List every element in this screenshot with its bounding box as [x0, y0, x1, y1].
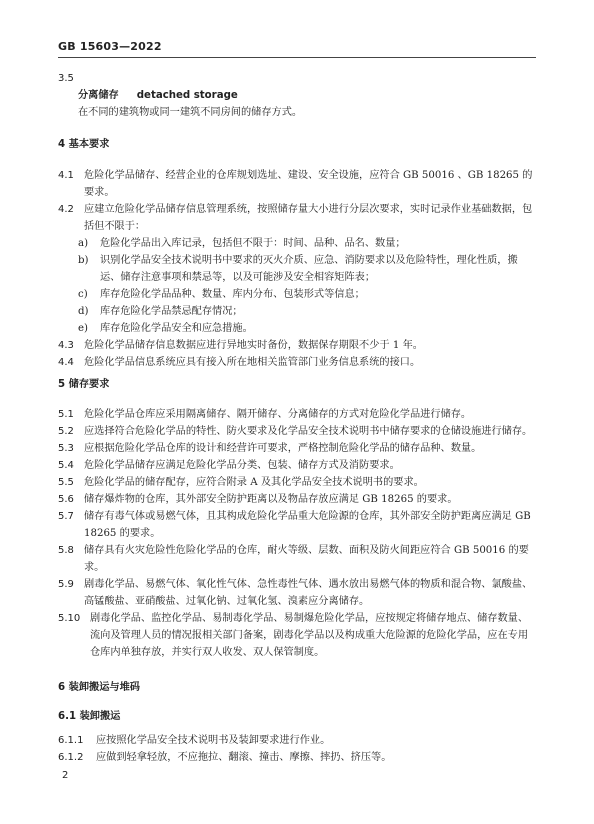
section-4-heading [58, 136, 536, 153]
list-text: 识别化学品安全技术说明书中要求的灭火介质、应急、消防要求以及危险特性，理化性质，搬运、储存注意事项和禁忌等，以及可能涉及安全相容矩阵表； [100, 255, 518, 283]
clause-text: 剧毒化学品、监控化学品、易制毒化学品、易制爆危险化学品，应按规定将储存地点、储存数量、流向及管理人员的情况报相关部门备案，剧毒化学品以及构成重大危险源的危险化学品，应在专用仓库内单独存放，并实行双人收发、双人保管制度。 [90, 613, 529, 658]
clause-text: 应建立危险化学品储存信息管理系统，按照储存量大小进行分层次要求，实时记录作业基础数据，包括但不限于： [84, 204, 533, 232]
list-marker: e) [78, 323, 89, 334]
list-item [78, 252, 536, 286]
subsection-title: 6.1 装卸搬运 [58, 711, 121, 722]
clause-text: 储存爆炸物的仓库，其外部安全防护距离以及物品存放应满足 GB 18265 的要求。 [84, 494, 458, 505]
clause-number: 5.10 [58, 613, 81, 624]
section-6-1-heading [58, 708, 536, 725]
clause [58, 576, 536, 610]
clause-number: 5.9 [58, 579, 74, 590]
section-title: 5 储存要求 [58, 379, 110, 390]
term-entry [58, 70, 536, 121]
section-4-body [58, 167, 536, 371]
section-5-heading [58, 376, 536, 393]
clause-text: 储存有毒气体或易燃气体，且其构成危险化学品重大危险源的仓库，其外部安全防护距离应满足 GB 18265 的要求。 [84, 511, 531, 539]
list-marker: b) [78, 255, 89, 266]
clause-text: 危险化学品储存应满足危险化学品分类、包装、储存方式及消防要求。 [84, 460, 400, 471]
list-marker: a) [78, 238, 89, 249]
list-text: 库存危险化学品品种、数量、库内分布、包装形式等信息； [100, 289, 365, 300]
clause-text: 危险化学品储存信息数据应进行异地实时备份，数据保存期限不少于 1 年。 [84, 340, 423, 351]
term-definition: 在不同的建筑物或同一建筑不同房间的储存方式。 [78, 107, 303, 118]
clause-text: 应选择符合危险化学品的特性、防火要求及化学品安全技术说明书中储存要求的仓储设施进行储存。 [84, 426, 533, 437]
page-number: 2 [62, 770, 69, 781]
list-item [78, 320, 536, 337]
clause-text: 危险化学品储存、经营企业的仓库规划选址、建设、安全设施，应符合 GB 50016 、GB 18265 的要求。 [84, 170, 533, 198]
clause-number: 5.8 [58, 545, 74, 556]
clause-number: 6.1.1 [58, 735, 84, 746]
section-5-body [58, 406, 536, 661]
clause-number: 5.7 [58, 511, 74, 522]
clause-number: 5.2 [58, 426, 74, 437]
clause [58, 508, 536, 542]
clause [58, 542, 536, 576]
list-item [78, 303, 536, 320]
clause [58, 406, 536, 423]
clause-text: 应根据危险化学品仓库的设计和经营许可要求，严格控制危险化学品的储存品种、数量。 [84, 443, 482, 454]
term-number: 3.5 [58, 73, 74, 84]
term-name-en: detached storage [136, 90, 238, 101]
clause [58, 610, 536, 661]
section-title: 6 装卸搬运与堆码 [58, 682, 140, 693]
clause-text: 应按照化学品安全技术说明书及装卸要求进行作业。 [96, 735, 331, 746]
list-marker: c) [78, 289, 88, 300]
clause [58, 474, 536, 491]
clause-text: 危险化学品仓库应采用隔离储存、隔开储存、分离储存的方式对危险化学品进行储存。 [84, 409, 472, 420]
clause-number: 5.4 [58, 460, 74, 471]
clause [58, 732, 536, 749]
clause-number: 4.3 [58, 340, 74, 351]
section-6-body [58, 732, 536, 766]
term-name-cn: 分离储存 [78, 90, 119, 101]
clause-number: 5.1 [58, 409, 74, 420]
clause-number: 5.3 [58, 443, 74, 454]
list-text: 库存危险化学品禁忌配存情况； [100, 306, 243, 317]
clause-text: 储存具有火灾危险性危险化学品的仓库，耐火等级、层数、面积及防火间距应符合 GB 50016 的要求。 [84, 545, 529, 573]
clause-number: 4.1 [58, 170, 74, 181]
clause [58, 354, 536, 371]
clause [58, 457, 536, 474]
list-text: 危险化学品出入库记录，包括但不限于：时间、品种、品名、数量； [100, 238, 406, 249]
list-marker: d) [78, 306, 89, 317]
clause-text: 剧毒化学品、易燃气体、氧化性气体、急性毒性气体、遇水放出易燃气体的物质和混合物、氯酸盐、高锰酸盐、亚硝酸盐、过氧化钠、过氧化氢、溴素应分离储存。 [84, 579, 533, 607]
clause-number: 6.1.2 [58, 752, 84, 763]
header-rule [58, 57, 536, 58]
list-item [78, 286, 536, 303]
clause-number: 4.4 [58, 357, 74, 368]
clause-text: 危险化学品的储存配存，应符合附录 A 及其化学品安全技术说明书的要求。 [84, 477, 424, 488]
clause-text: 应做到轻拿轻放，不应拖拉、翻滚、撞击、摩擦、摔扔、挤压等。 [96, 752, 392, 763]
section-title: 4 基本要求 [58, 139, 110, 150]
clause-number: 4.2 [58, 204, 74, 215]
clause-text: 危险化学品信息系统应具有接入所在地相关监管部门业务信息系统的接口。 [84, 357, 421, 368]
clause [58, 749, 536, 766]
clause [58, 337, 536, 354]
list-text: 库存危险化学品安全和应急措施。 [100, 323, 253, 334]
clause-number: 5.5 [58, 477, 74, 488]
document-header: GB 15603—2022 [58, 40, 162, 53]
section-6-heading [58, 679, 536, 696]
clause [58, 423, 536, 440]
clause [58, 167, 536, 201]
clause [58, 201, 536, 235]
clause [58, 440, 536, 457]
clause [58, 491, 536, 508]
list-item [78, 235, 536, 252]
clause-number: 5.6 [58, 494, 74, 505]
